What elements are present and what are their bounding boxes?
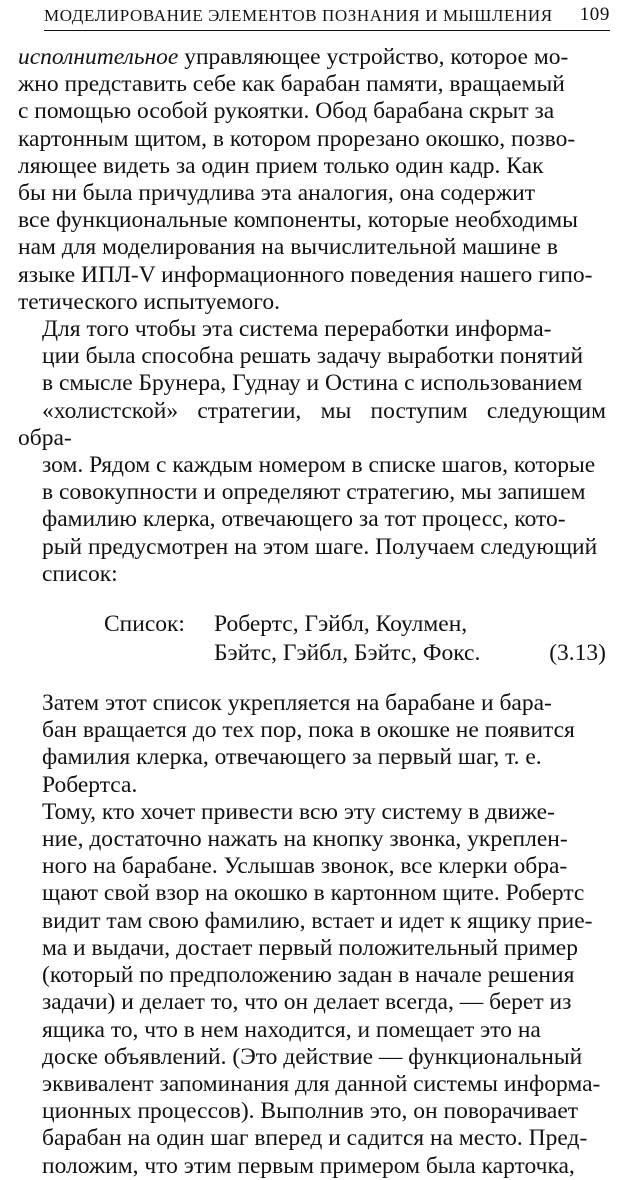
text-line: ящика то, что в нем находится, и помещает это на bbox=[42, 1016, 541, 1043]
paragraph-1 bbox=[18, 44, 606, 316]
paragraph-4 bbox=[18, 799, 606, 1180]
text-line: эквивалент запоминания для данной системы информа- bbox=[42, 1070, 601, 1097]
text-line: с помощью особой рукоятки. Обод барабана скрыт за bbox=[18, 98, 555, 125]
text-line: языке ИПЛ-V информационного поведения нашего гипо- bbox=[18, 261, 593, 288]
equation-number: (3.13) bbox=[549, 640, 606, 667]
text-line: положим, что этим первым примером была карточка, bbox=[42, 1152, 575, 1179]
text-line: ционных процессов). Выполнив это, он поворачивает bbox=[42, 1098, 579, 1125]
list-formula bbox=[18, 610, 606, 672]
page-number: 109 bbox=[579, 4, 610, 25]
italic-term: исполнительное bbox=[18, 44, 179, 70]
text-line: зом. Рядом с каждым номером в списке шагов, которые bbox=[42, 452, 596, 479]
text-line: бан вращается до тех пор, пока в окошке не появится bbox=[42, 717, 575, 744]
text-line: барабан на один шаг вперед и садится на место. Пред- bbox=[42, 1125, 588, 1152]
text-line: ма и выдачи, достает первый положительный пример bbox=[42, 934, 578, 961]
text-line: (который по предположению задан в начале решения bbox=[42, 962, 575, 989]
text-line: все функциональные компоненты, которые необходимы bbox=[18, 207, 578, 234]
text-line: ного на барабане. Услышав звонок, все клерки обра- bbox=[42, 853, 568, 880]
text-line: фамилия клерка, отвечающего за первый шаг, т. е. bbox=[42, 744, 542, 771]
text-line: нам для моделирования на вычислительной машине в bbox=[18, 234, 558, 261]
text-line: тетического испытуемого. bbox=[18, 288, 280, 315]
text-line: видит там свою фамилию, встает и идет к ящику прие- bbox=[42, 907, 593, 934]
text-line: Робертса. bbox=[42, 771, 138, 798]
text-line: картонным щитом, в котором прорезано окошко, позво- bbox=[18, 125, 576, 152]
formula-line-2: Бэйтс, Гэйбл, Бэйтс, Фокс. bbox=[214, 640, 481, 667]
text-line: Затем этот список укрепляется на барабане и бара- bbox=[42, 690, 552, 717]
running-header bbox=[44, 2, 610, 31]
paragraph-2 bbox=[18, 316, 606, 588]
text-line: ляющее видеть за один прием только один кадр. Как bbox=[18, 152, 544, 179]
formula-label: Список: bbox=[104, 611, 185, 638]
text-line: доске объявлений. (Это действие — функциональный bbox=[42, 1043, 583, 1070]
text-line: ние, достаточно нажать на кнопку звонка, укреплен- bbox=[42, 826, 568, 853]
formula-line-1: Робертс, Гэйбл, Коулмен, bbox=[214, 611, 468, 638]
text-line: Для того чтобы эта система переработки информа- bbox=[42, 316, 552, 343]
text-line: щают свой взор на окошко в картонном щите. Робертс bbox=[42, 880, 585, 907]
text-line bbox=[18, 44, 606, 71]
text-line: список: bbox=[42, 560, 118, 587]
text-line: рый предусмотрен на этом шаге. Получаем следующий bbox=[42, 533, 598, 560]
page-body bbox=[18, 44, 606, 1180]
text-span: управляющее устройство, которое мо- bbox=[178, 44, 569, 70]
text-line: бы ни была причудлива эта аналогия, она содержит bbox=[18, 180, 535, 207]
text-line: задачи) и делает то, что он делает всегда, — берет из bbox=[42, 989, 572, 1016]
paragraph-3 bbox=[18, 690, 606, 799]
text-line: жно представить себе как барабан памяти, вращаемый bbox=[18, 71, 565, 98]
text-line: ции была способна решать задачу выработки понятий bbox=[42, 343, 584, 370]
running-title: МОДЕЛИРОВАНИЕ ЭЛЕМЕНТОВ ПОЗНАНИЯ И МЫШЛЕНИЯ bbox=[44, 6, 553, 25]
text-line: в совокупности и определяют стратегию, мы запишем bbox=[42, 479, 586, 506]
text-line: «холистской» стратегии, мы поступим следующим обра- bbox=[18, 397, 606, 451]
text-line: фамилию клерка, отвечающего за тот процесс, кото- bbox=[42, 506, 566, 533]
text-line: в смысле Брунера, Гуднау и Остина с использованием bbox=[42, 370, 583, 397]
text-line: Тому, кто хочет привести всю эту систему в движе- bbox=[42, 798, 555, 825]
